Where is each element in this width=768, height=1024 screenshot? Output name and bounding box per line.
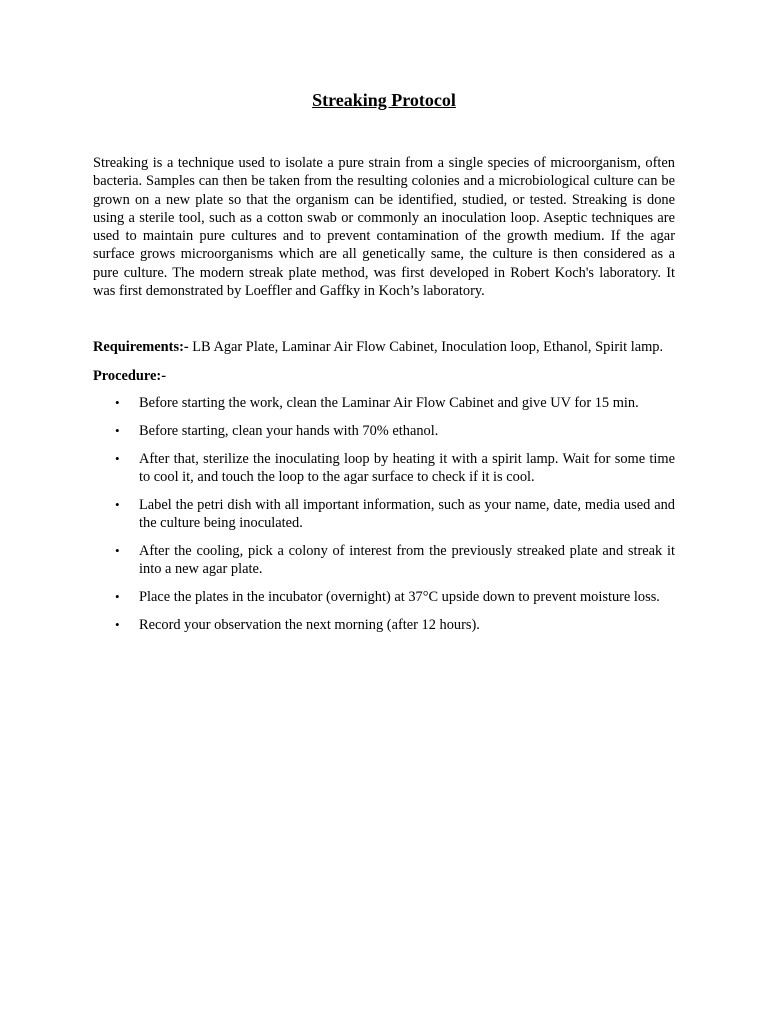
procedure-heading: Procedure:- bbox=[93, 367, 166, 384]
procedure-step-text: After that, sterilize the inoculating loop by heating it with a spirit lamp. Wait for some time to cool it, and touch the loop to the agar surface to check if it is cool. bbox=[139, 450, 675, 485]
procedure-step-text: Before starting the work, clean the Laminar Air Flow Cabinet and give UV for 15 min. bbox=[139, 394, 639, 411]
document-page bbox=[93, 88, 675, 643]
document-title: Streaking Protocol bbox=[312, 90, 456, 110]
procedure-list bbox=[93, 394, 675, 634]
procedure-step bbox=[93, 450, 675, 487]
requirements-paragraph bbox=[93, 338, 675, 356]
bullet-icon: • bbox=[115, 450, 120, 466]
procedure-step bbox=[93, 542, 675, 579]
bullet-icon: • bbox=[115, 422, 120, 438]
procedure-step-text: Before starting, clean your hands with 70% ethanol. bbox=[139, 422, 439, 439]
procedure-step bbox=[93, 394, 675, 412]
procedure-step bbox=[93, 616, 675, 634]
procedure-step-text: Place the plates in the incubator (overnight) at 37°C upside down to prevent moisture loss. bbox=[139, 588, 660, 605]
bullet-icon: • bbox=[115, 616, 120, 632]
bullet-icon: • bbox=[115, 394, 120, 410]
procedure-step bbox=[93, 496, 675, 533]
bullet-icon: • bbox=[115, 588, 120, 604]
intro-paragraph: Streaking is a technique used to isolate a pure strain from a single species of microorganism, often bacteria. Samples can then be taken from the resulting colonies and a microbiological culture can be grown on a new plate so that the organism can be identified, studied, or tested. Streaking is done using a sterile tool, such as a cotton swab or commonly an inoculation loop. Aseptic techniques are used to maintain pure cultures and to prevent contamination of the growth medium. If the agar surface grows microorganisms which are all genetically same, the culture is then considered as a pure culture. The modern streak plate method, was first developed in Robert Koch's laboratory. It was first demonstrated by Loeffler and Gaffky in Koch’s laboratory. bbox=[93, 155, 675, 300]
procedure-step bbox=[93, 588, 675, 606]
bullet-icon: • bbox=[115, 496, 120, 512]
procedure-step bbox=[93, 422, 675, 440]
requirements-label: Requirements:- bbox=[93, 339, 189, 356]
requirements-text: LB Agar Plate, Laminar Air Flow Cabinet, Inoculation loop, Ethanol, Spirit lamp. bbox=[188, 339, 664, 356]
procedure-step-text: Label the petri dish with all important information, such as your name, date, media used and the culture being inoculated. bbox=[139, 496, 675, 531]
procedure-step-text: After the cooling, pick a colony of interest from the previously streaked plate and streak it into a new agar plate. bbox=[139, 542, 675, 578]
bullet-icon: • bbox=[115, 542, 120, 558]
procedure-step-text: Record your observation the next morning (after 12 hours). bbox=[139, 616, 480, 633]
